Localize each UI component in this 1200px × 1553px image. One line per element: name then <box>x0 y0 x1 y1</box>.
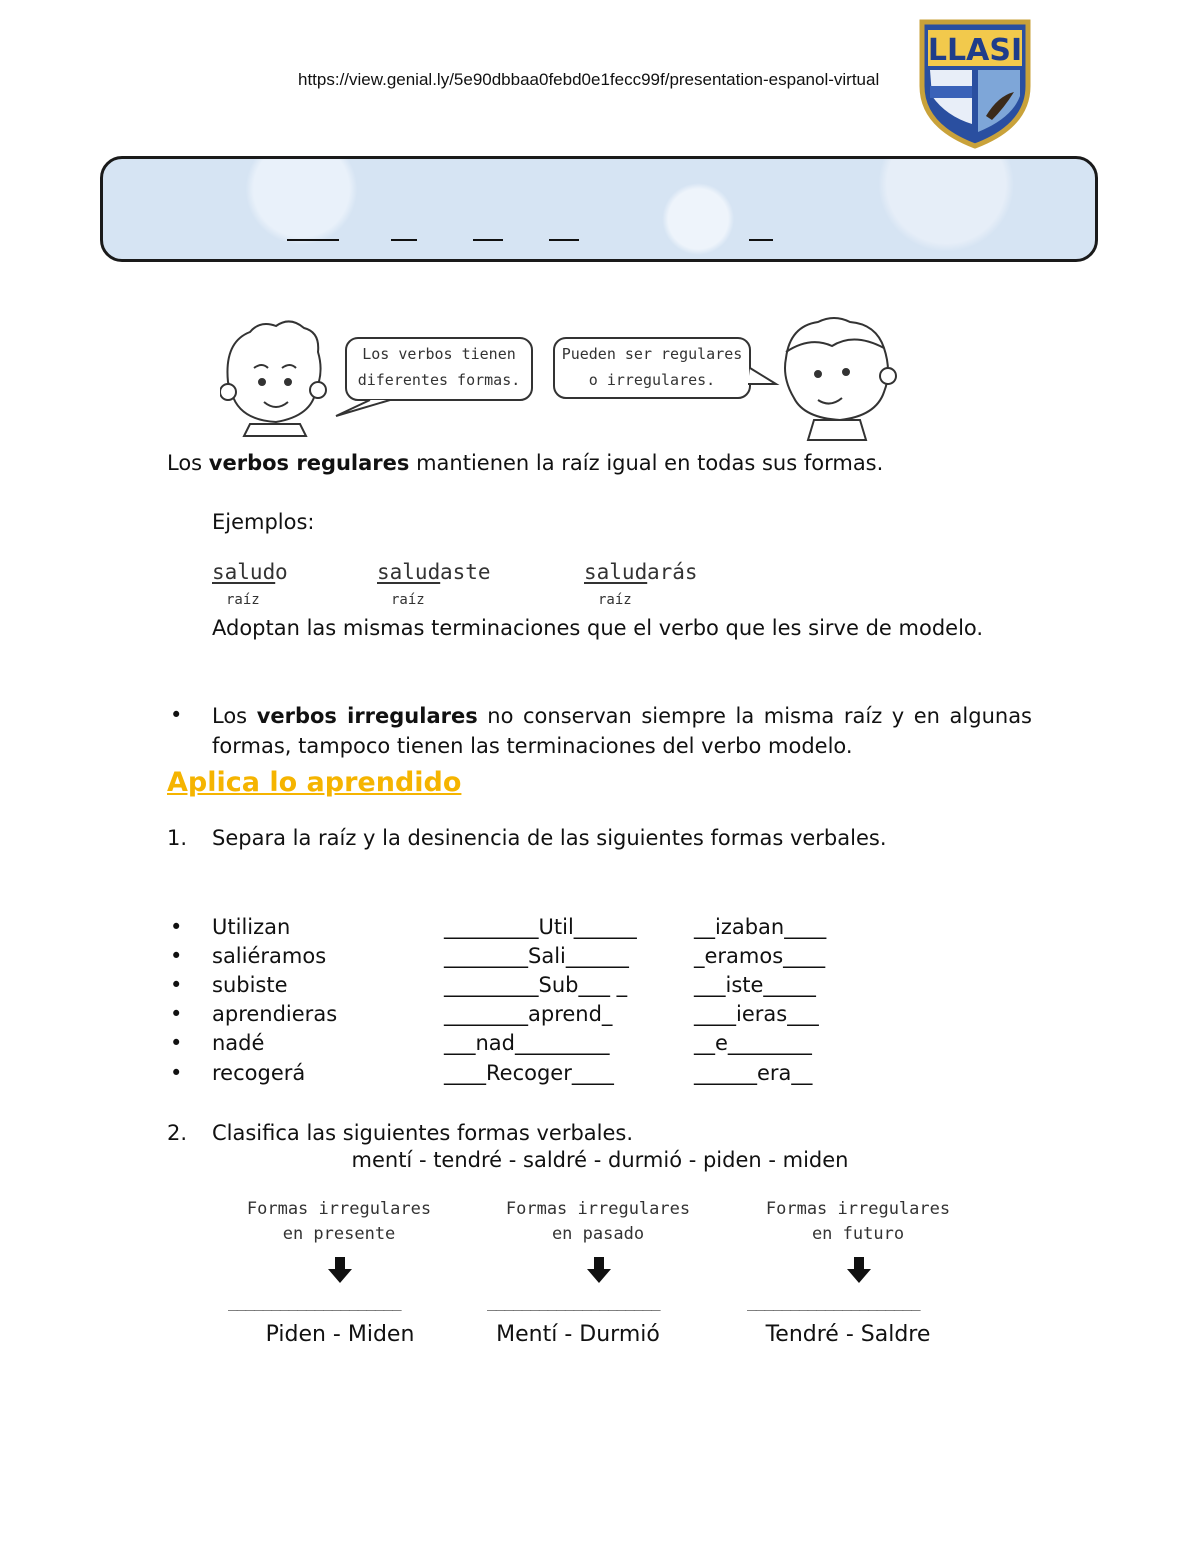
irregular-suffix: no conservan siempre la misma raíz y en algunas formas, tampoco tienen las terminaciones del verbo modelo. <box>212 704 1033 758</box>
title-blank <box>391 239 417 241</box>
verb-row <box>0 912 1200 942</box>
title-blank <box>749 239 773 241</box>
category-line1: Formas irregulares <box>505 1199 691 1219</box>
category-dashes: ____________________ <box>487 1292 660 1311</box>
verb-root: _________Util______ <box>444 915 637 939</box>
category-line2: en futuro <box>811 1224 905 1244</box>
verb-ending: ___iste_____ <box>694 973 816 997</box>
bubble-left-line2: diferentes formas. <box>357 371 521 389</box>
school-logo <box>916 16 1034 150</box>
category-line2: en pasado <box>551 1224 645 1244</box>
example-raiz-label: raíz <box>598 592 632 608</box>
bullet-icon: • <box>170 1061 183 1085</box>
verb-row <box>0 999 1200 1029</box>
verb-row <box>0 941 1200 971</box>
bubble-left-line1: Los verbos tienen <box>362 345 516 363</box>
regular-bold: verbos regulares <box>208 451 410 475</box>
examples-label: Ejemplos: <box>212 510 315 534</box>
arrow-down-icon <box>328 1257 352 1283</box>
q1-text: Separa la raíz y la desinencia de las siguientes formas verbales. <box>212 826 887 850</box>
bubble-right-line2: o irregulares. <box>588 371 716 389</box>
example-root: salud <box>584 560 648 584</box>
title-box <box>100 156 1098 262</box>
verb-root: ____Recoger____ <box>444 1061 614 1085</box>
irregular-verbs-paragraph <box>212 701 1032 761</box>
title-blank <box>287 239 339 241</box>
example-ending: aste <box>440 560 491 584</box>
verb-root: ________aprend_ <box>444 1002 613 1026</box>
example-ending: o <box>275 560 288 584</box>
verb-row <box>0 1058 1200 1088</box>
verb-root: ___nad_________ <box>444 1031 610 1055</box>
bubble-right-line1: Pueden ser regulares <box>561 345 743 363</box>
category-answer: Piden - Miden <box>265 1322 415 1347</box>
title-blank <box>473 239 503 241</box>
bullet-icon: • <box>170 973 183 997</box>
regular-suffix: mantienen la raíz igual en todas sus formas. <box>409 451 884 475</box>
verb-word: recogerá <box>212 1061 306 1085</box>
arrow-down-icon <box>847 1257 871 1283</box>
example-ending: arás <box>647 560 698 584</box>
category-dashes: ____________________ <box>228 1292 401 1311</box>
verb-ending: __izaban____ <box>694 915 827 939</box>
example-root: salud <box>377 560 441 584</box>
q2-text: Clasifica las siguientes formas verbales. <box>212 1121 634 1145</box>
category-line1: Formas irregulares <box>765 1199 951 1219</box>
category-line1: Formas irregulares <box>246 1199 432 1219</box>
cartoon-illustration <box>220 312 900 452</box>
bullet-icon: • <box>170 1002 183 1026</box>
boy-left-icon <box>220 321 326 436</box>
regular-prefix: Los <box>167 451 209 475</box>
verb-ending: _eramos____ <box>694 944 826 968</box>
bullet-icon: • <box>170 1031 183 1055</box>
irregular-bold: verbos irregulares <box>256 704 478 728</box>
example-raiz-label: raíz <box>226 592 260 608</box>
verb-word: subiste <box>212 973 288 997</box>
verb-ending: ______era__ <box>694 1061 813 1085</box>
q2-number: 2. <box>167 1121 188 1145</box>
verb-ending: __e________ <box>694 1031 812 1055</box>
bullet-icon: • <box>170 915 183 939</box>
category-dashes: ____________________ <box>747 1292 920 1311</box>
title-blank <box>549 239 579 241</box>
bullet-icon: • <box>170 944 183 968</box>
verb-root: _________Sub___ _ <box>444 973 628 997</box>
regular-verbs-paragraph <box>167 448 1047 478</box>
category-answer: Tendré - Saldre <box>765 1322 931 1347</box>
verb-root: ________Sali______ <box>444 944 629 968</box>
apply-heading: Aplica lo aprendido <box>167 767 462 798</box>
verb-word: aprendieras <box>212 1002 338 1026</box>
q1-number: 1. <box>167 826 188 850</box>
verb-word: Utilizan <box>212 915 291 939</box>
category-answer: Mentí - Durmió <box>496 1322 660 1347</box>
example-root: salud <box>212 560 276 584</box>
verb-ending: ____ieras___ <box>694 1002 819 1026</box>
bullet-icon: • <box>170 703 183 727</box>
verb-row <box>0 1028 1200 1058</box>
category-line2: en presente <box>282 1224 396 1244</box>
header-url: https://view.genial.ly/5e90dbbaa0febd0e1fecc99f/presentation-espanol-virtual <box>298 70 880 89</box>
boy-right-icon <box>785 318 896 440</box>
q2-word-list: mentí - tendré - saldré - durmió - piden - miden <box>351 1148 849 1172</box>
logo-text: LLASI <box>927 33 1023 68</box>
example-raiz-label: raíz <box>391 592 425 608</box>
irregular-prefix: Los <box>212 704 257 728</box>
verb-word: saliéramos <box>212 944 327 968</box>
adopt-paragraph: Adoptan las mismas terminaciones que el verbo que les sirve de modelo. <box>212 616 984 640</box>
arrow-down-icon <box>587 1257 611 1283</box>
verb-word: nadé <box>212 1031 265 1055</box>
verb-row <box>0 970 1200 1000</box>
